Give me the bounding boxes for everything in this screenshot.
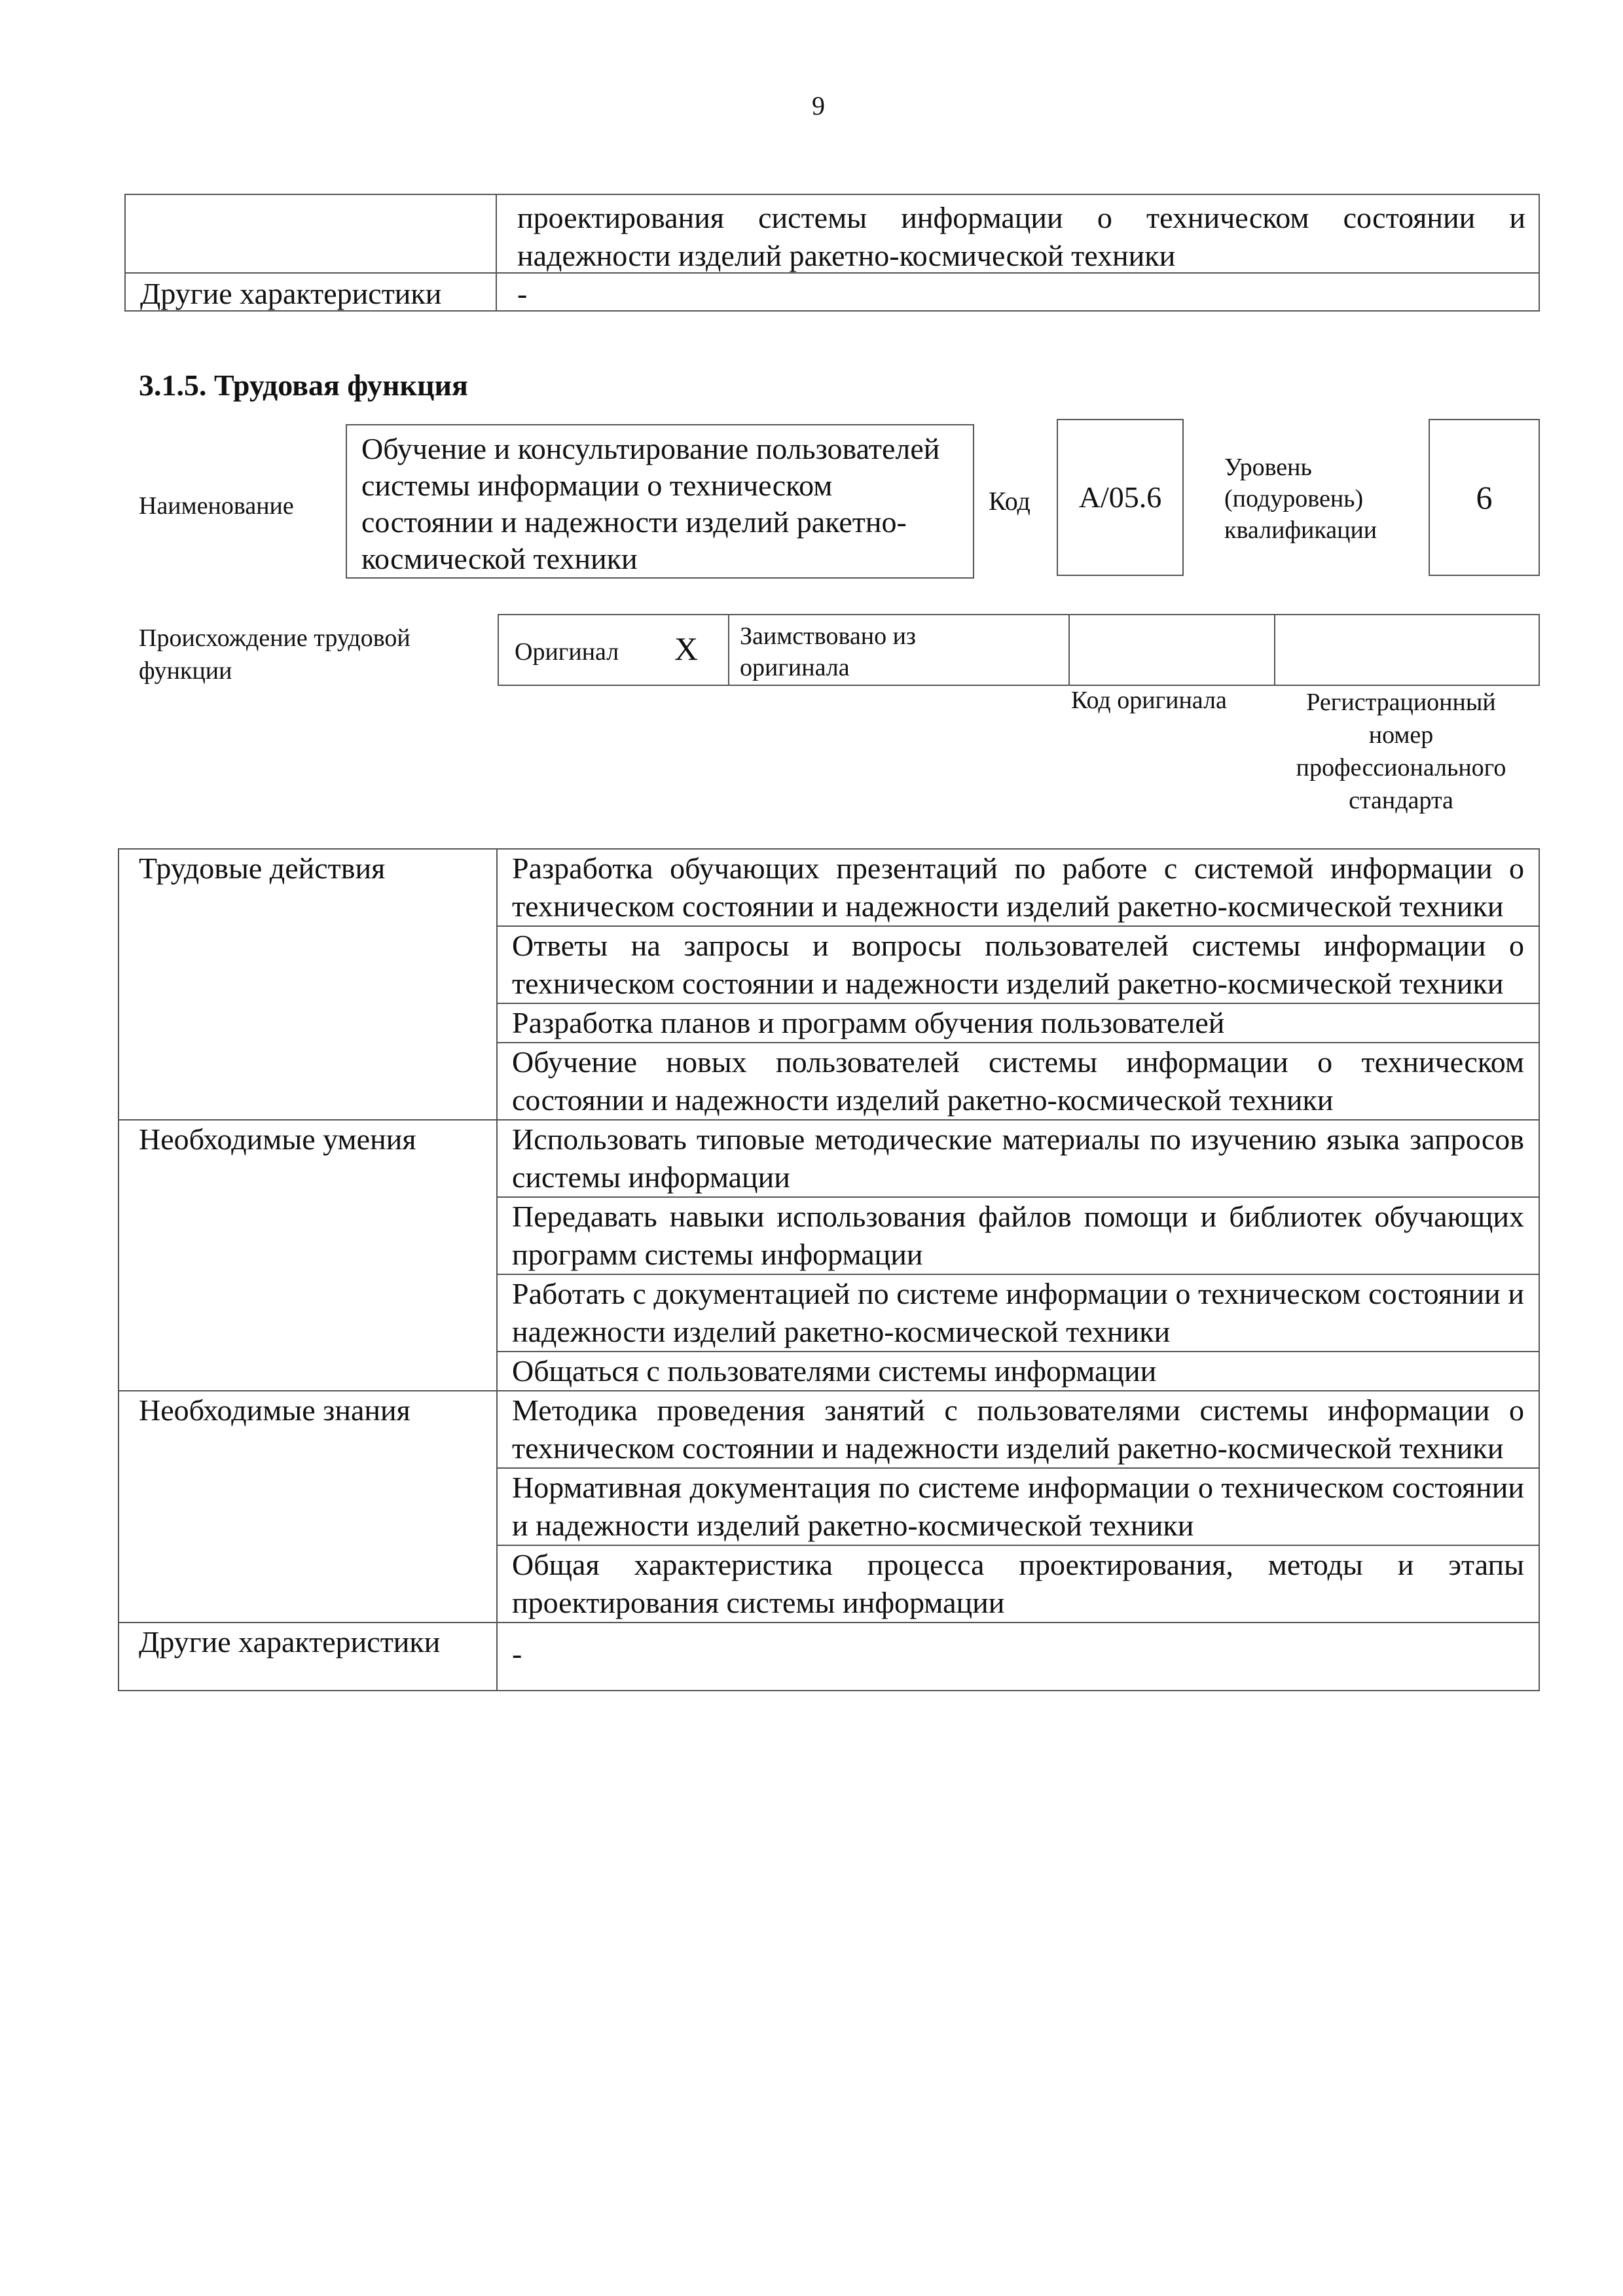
group-label: Трудовые действия — [119, 850, 498, 1119]
reg-number-cell — [1275, 615, 1539, 685]
origin-row — [498, 614, 1540, 686]
borrowed-cell — [729, 615, 1070, 685]
table-row: Передавать навыки использования файлов помощи и библиотек обучающих программ системы информации — [498, 1196, 1539, 1274]
continuation-text: проектирования системы информации о техническом состоянии и надежности изделий ракетно-космической техники — [517, 201, 1525, 272]
code-label: Код — [989, 486, 1030, 516]
table-row: Ответы на запросы и вопросы пользователей системы информации о техническом состоянии и надежности изделий ракетно-космической техники — [498, 925, 1539, 1003]
table-row: Нормативная документация по системе информации о техническом состоянии и надежности изделий ракетно-космической техники — [498, 1467, 1539, 1545]
continuation-table — [124, 194, 1540, 312]
table-row: Работать с документацией по системе информации о техническом состоянии и надежности изделий ракетно-космической техники — [498, 1274, 1539, 1351]
name-label: Наименование — [139, 492, 294, 520]
code-value-box: A/05.6 — [1057, 419, 1184, 576]
table-row: Обучение новых пользователей системы информации о техническом состоянии и надежности изделий ракетно-космической техники — [498, 1042, 1539, 1119]
original-cell — [499, 615, 729, 685]
group-label: Необходимые умения — [119, 1121, 498, 1390]
table-row: - — [512, 1637, 522, 1670]
qualification-level-box: 6 — [1429, 419, 1540, 576]
table-group — [119, 850, 1539, 1119]
borrowed-text: Заимствовано из оригинала — [740, 622, 916, 681]
qualification-level-label: Уровень (подуровень) квалификации — [1224, 454, 1377, 544]
table-group — [119, 1119, 1539, 1390]
code-original-cell — [1070, 615, 1275, 685]
section-title: 3.1.5. Трудовая функция — [139, 368, 468, 402]
table-row: Общая характеристика процесса проектирования, методы и этапы проектирования системы информации — [498, 1545, 1539, 1622]
group-label: Другие характеристики — [119, 1623, 498, 1690]
original-text: Оригинал — [515, 638, 619, 666]
other-characteristics-label: Другие характеристики — [140, 277, 442, 310]
labor-function-table — [118, 848, 1540, 1691]
table-group — [119, 1390, 1539, 1622]
column-divider — [496, 195, 497, 310]
table-row: Общаться с пользователями системы информации — [498, 1351, 1539, 1390]
reg-number-caption: Регистрационный номер профессионального стандарта — [1296, 689, 1506, 814]
table-row: Использовать типовые методические материалы по изучению языка запросов системы информации — [512, 1122, 1524, 1194]
origin-label: Происхождение трудовой функции — [139, 624, 410, 685]
function-name-box: Обучение и консультирование пользователей системы информации о техническом состоянии и надежности изделий ракетно-космической техники — [346, 424, 974, 579]
group-label: Необходимые знания — [119, 1391, 498, 1622]
other-characteristics-value: - — [517, 277, 528, 310]
table-row: Методика проведения занятий с пользователями системы информации о техническом состоянии и надежности изделий ракетно-космической техники — [512, 1393, 1524, 1465]
table-group — [119, 1622, 1539, 1690]
original-mark: X — [674, 630, 699, 667]
code-original-caption: Код оригинала — [1071, 687, 1227, 714]
table-row: Разработка обучающих презентаций по работе с системой информации о техническом состоянии и надежности изделий ракетно-космической техники — [512, 852, 1524, 923]
table-row: Разработка планов и программ обучения пользователей — [498, 1003, 1539, 1042]
page-number: 9 — [812, 91, 825, 120]
